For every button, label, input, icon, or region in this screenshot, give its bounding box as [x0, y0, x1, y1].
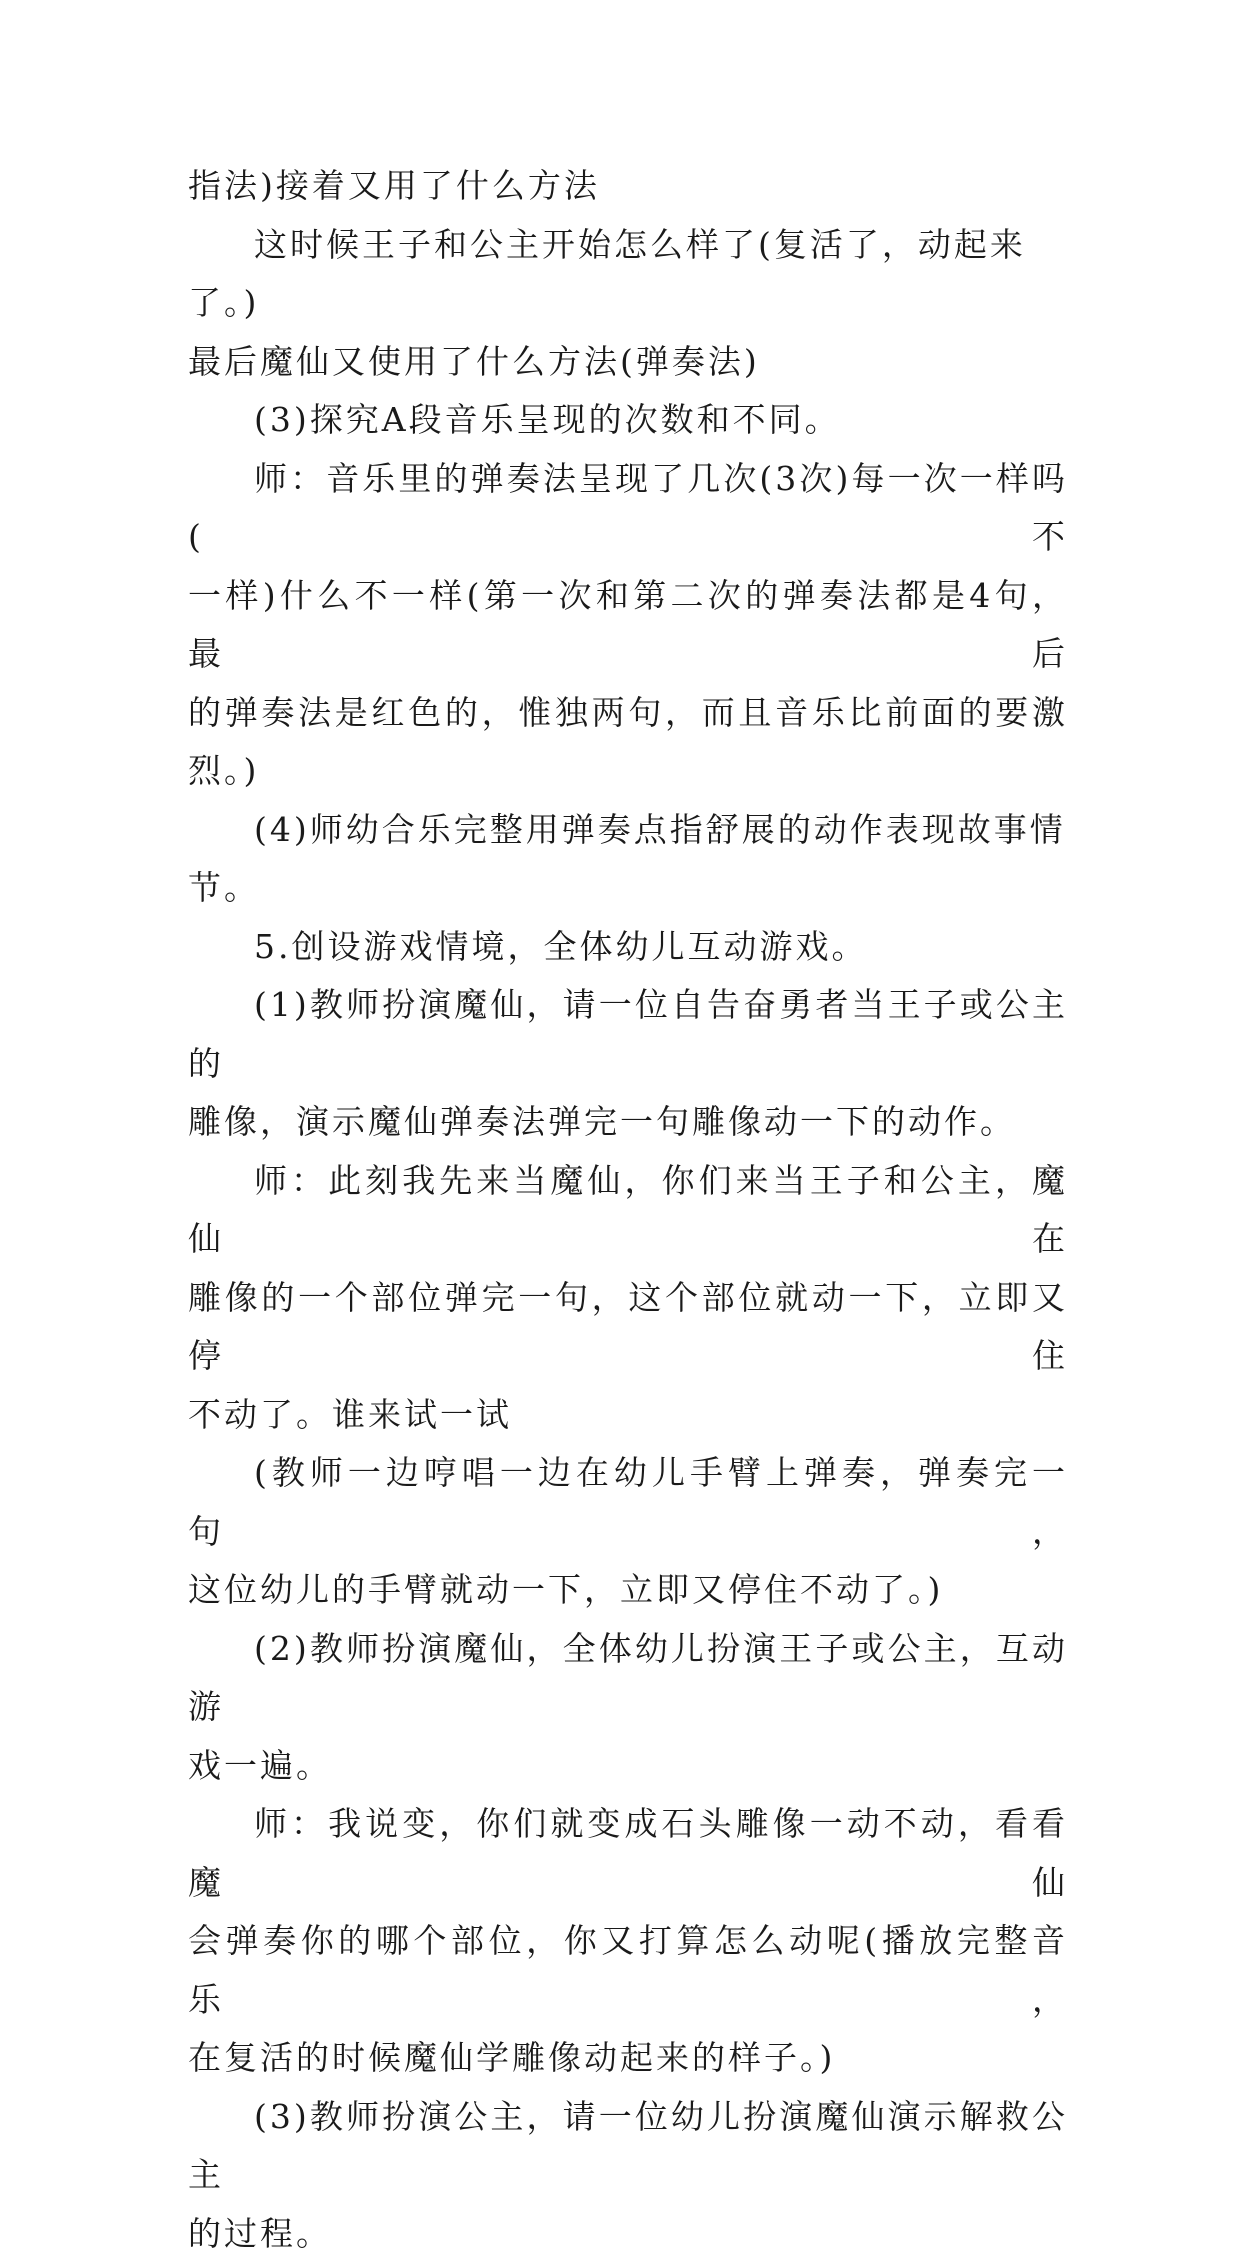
text-line: 的过程。: [188, 2205, 1068, 2263]
text-line: (1)教师扮演魔仙，请一位自告奋勇者当王子或公主的: [188, 976, 1068, 1093]
text-line: 最后魔仙又使用了什么方法(弹奏法): [188, 333, 1068, 392]
text-line: 在复活的时候魔仙学雕像动起来的样子。): [188, 2029, 1068, 2088]
text-line: 这位幼儿的手臂就动一下，立即又停住不动了。): [188, 1561, 1068, 1620]
document-body: [188, 157, 1068, 2263]
text-line: (3)探究A段音乐呈现的次数和不同。: [188, 391, 1068, 450]
text-line: 雕像的一个部位弹完一句，这个部位就动一下，立即又停住: [188, 1269, 1068, 1386]
text-line: (4)师幼合乐完整用弹奏点指舒展的动作表现故事情节。: [188, 801, 1068, 918]
text-line: 这时候王子和公主开始怎么样了(复活了，动起来了。): [188, 216, 1068, 333]
text-line: 一样)什么不一样(第一次和第二次的弹奏法都是4句，最后: [188, 567, 1068, 684]
text-line: 戏一遍。: [188, 1737, 1068, 1796]
text-line: 师：音乐里的弹奏法呈现了几次(3次)每一次一样吗(不: [188, 450, 1068, 567]
text-line: 指法)接着又用了什么方法: [188, 157, 1068, 216]
text-line: 师：我说变，你们就变成石头雕像一动不动，看看魔仙: [188, 1795, 1068, 1912]
text-line: (3)教师扮演公主，请一位幼儿扮演魔仙演示解救公主: [188, 2088, 1068, 2205]
text-line: (教师一边哼唱一边在幼儿手臂上弹奏，弹奏完一句，: [188, 1444, 1068, 1561]
text-line: 雕像，演示魔仙弹奏法弹完一句雕像动一下的动作。: [188, 1093, 1068, 1152]
text-line: 烈。): [188, 742, 1068, 801]
text-line: 会弹奏你的哪个部位，你又打算怎么动呢(播放完整音乐，: [188, 1912, 1068, 2029]
text-line: 不动了。谁来试一试: [188, 1386, 1068, 1445]
text-line: 5.创设游戏情境，全体幼儿互动游戏。: [188, 918, 1068, 977]
text-line: (2)教师扮演魔仙，全体幼儿扮演王子或公主，互动游: [188, 1620, 1068, 1737]
text-line: 的弹奏法是红色的，惟独两句，而且音乐比前面的要激: [188, 684, 1068, 743]
text-line: 师：此刻我先来当魔仙，你们来当王子和公主，魔仙在: [188, 1152, 1068, 1269]
